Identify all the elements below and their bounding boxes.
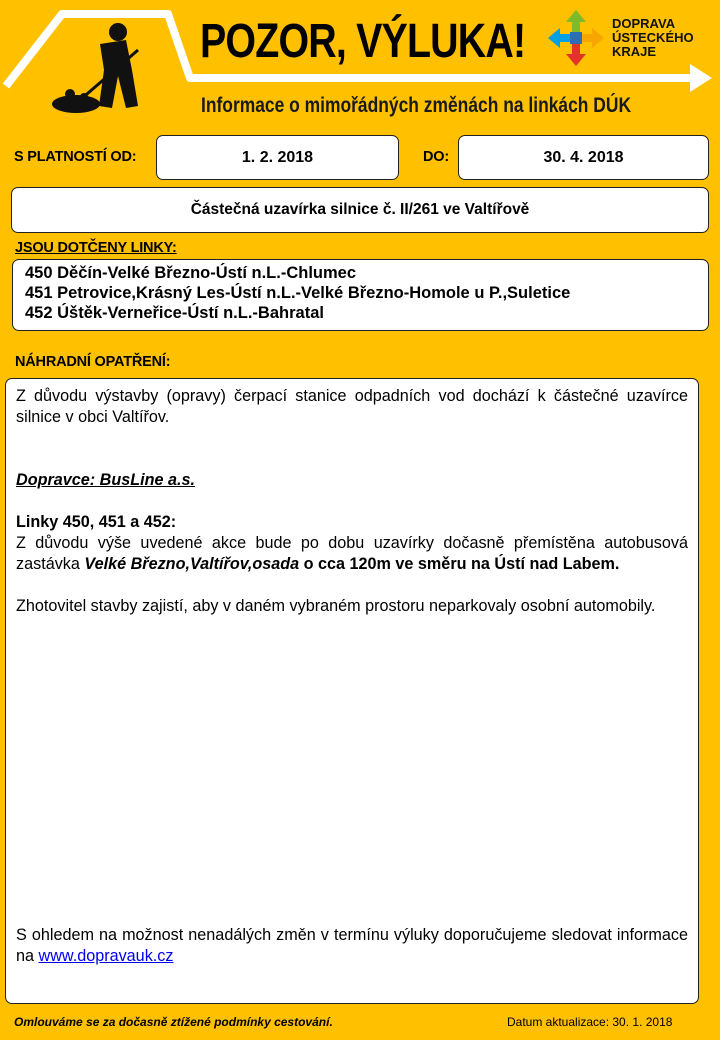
carrier-name: Dopravce: BusLine a.s. (16, 471, 196, 489)
info-text (16, 925, 688, 967)
closure-title-box (11, 187, 709, 233)
relocation-text-end: o cca 120m ve směru na Ústí nad Labem. (299, 555, 620, 573)
info-text-start: S ohledem na možnost nenadálých změn v termínu výluky doporučujeme sledovat informace na (16, 926, 688, 965)
stop-relocation-text (16, 533, 688, 575)
measures-label: NÁHRADNÍ OPATŘENÍ: (15, 354, 171, 370)
brand-line: ÚSTECKÉHO (612, 30, 694, 45)
relocation-text-start: Z důvodu výše uvedené akce bude po dobu uzavírky dočasně přemístěna autobusová zastávka (16, 534, 688, 573)
lines-heading: Linky 450, 451 a 452: (16, 513, 177, 531)
valid-to-label: DO: (423, 149, 449, 165)
apology-text: Omlouváme se za dočasně ztížené podmínky cestování. (14, 1015, 333, 1029)
measures-box (5, 378, 699, 1004)
affected-line: 452 Úštěk-Verneřice-Ústí n.L.-Bahratal (25, 304, 324, 322)
brand-line: KRAJE (612, 44, 657, 59)
brand-name (612, 17, 694, 59)
closure-title: Částečná uzavírka silnice č. II/261 ve Valtířově (190, 201, 530, 218)
valid-from-value: 1. 2. 2018 (241, 148, 314, 166)
stop-name: Velké Březno,Valtířov,osada (84, 555, 300, 573)
page-subtitle: Informace o mimořádných změnách na linkách DÚK (201, 94, 632, 117)
roadworker-icon (52, 23, 138, 113)
duk-logo-icon (548, 10, 604, 66)
valid-from-label: S PLATNOSTÍ OD: (14, 149, 137, 165)
affected-line: 450 Děčín-Velké Březno-Ústí n.L.-Chlumec (25, 264, 357, 282)
valid-to-box (458, 135, 709, 180)
brand-line: DOPRAVA (612, 16, 676, 31)
valid-from-box (156, 135, 399, 180)
valid-to-value: 30. 4. 2018 (543, 148, 624, 166)
affected-line: 451 Petrovice,Krásný Les-Ústí n.L.-Velké Březno-Homole u P.,Suletice (25, 284, 571, 302)
intro-text: Z důvodu výstavby (opravy) čerpací stanice odpadních vod dochází k částečné uzavírce silnice v obci Valtířov. (16, 387, 688, 426)
page-title: POZOR, VÝLUKA! (200, 15, 526, 68)
affected-lines-label: JSOU DOTČENY LINKY: (15, 240, 177, 256)
affected-lines-box (12, 259, 709, 331)
dopravauk-link[interactable]: www.dopravauk.cz (38, 947, 174, 965)
update-date: Datum aktualizace: 30. 1. 2018 (507, 1015, 673, 1029)
parking-text: Zhotovitel stavby zajistí, aby v daném vybraném prostoru neparkovaly osobní automobily. (16, 597, 656, 615)
